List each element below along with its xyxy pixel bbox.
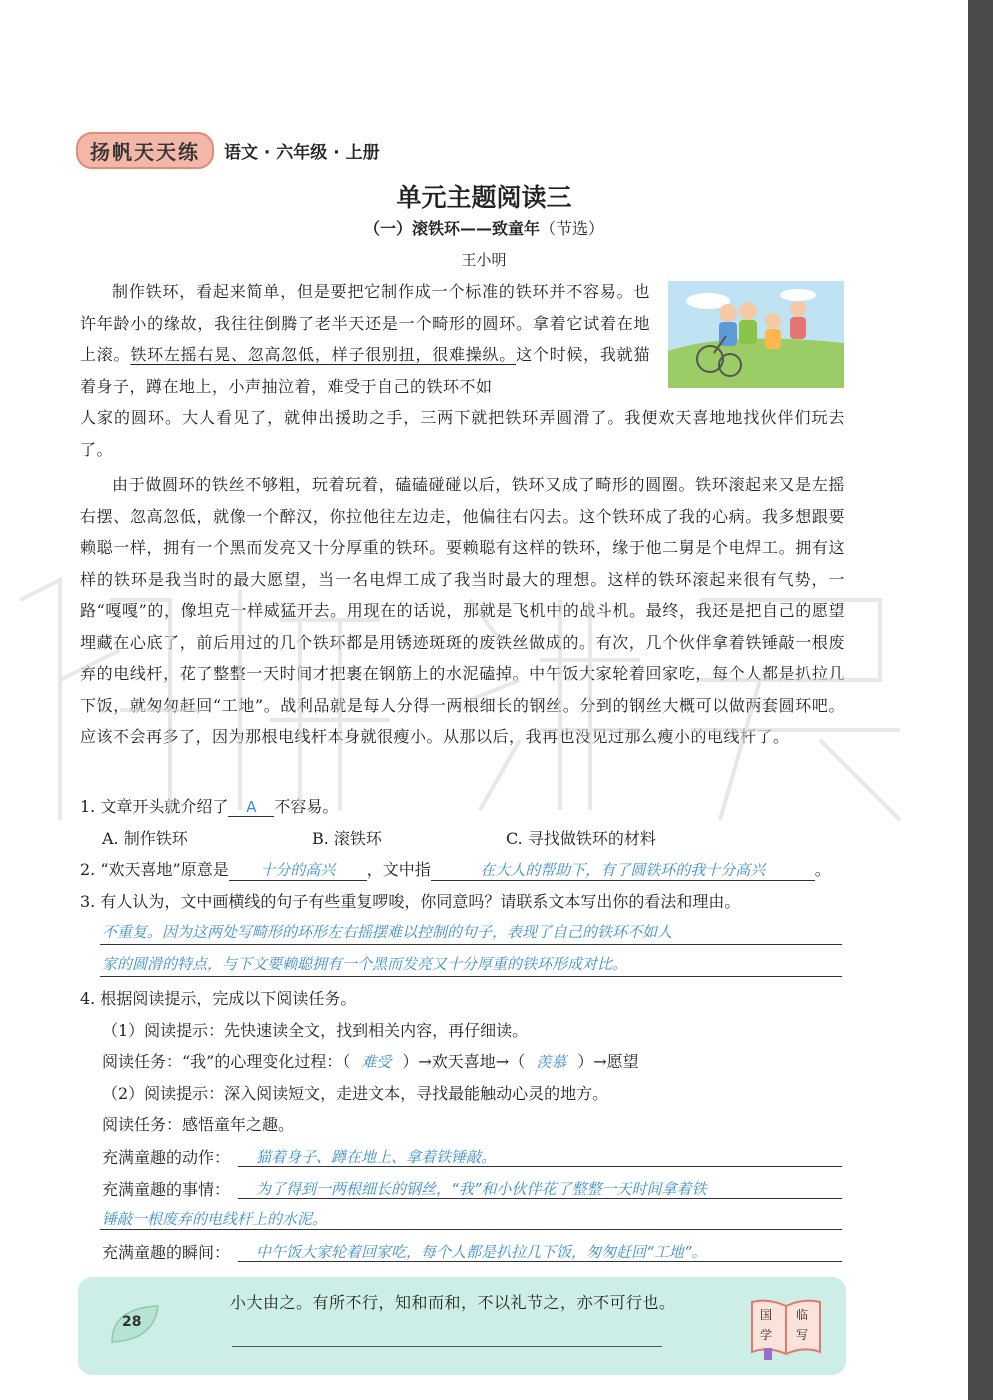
- unit-title: 单元主题阅读三: [396, 183, 572, 212]
- question-2-mid: ，文中指: [366, 860, 431, 879]
- question-4: [80, 986, 356, 1009]
- question-3-rule-1: [100, 944, 842, 945]
- question-2-answer-2: 在大人的帮助下，有了圆铁环的我十分高兴: [431, 859, 815, 881]
- viewer-edge: [968, 0, 993, 1400]
- series-badge: 扬帆天天练: [76, 132, 214, 169]
- task-1-post: ）→愿望: [577, 1052, 639, 1071]
- paragraph-1-mid: 这个时候，我就猫着身子，蹲在地上，小声抽泣着，难受于自己的铁环不如: [80, 345, 650, 396]
- page-header: [76, 132, 380, 169]
- task-1-mid: ）→欢天喜地→（: [402, 1052, 526, 1071]
- moment-answer: 中午饭大家轮着回家吃，每个人都是扒拉几下饭，匆匆赶回“工地”。: [256, 1243, 707, 1261]
- question-2-answer-1: 十分的高兴: [229, 859, 367, 881]
- paragraph-1-rest: 人家的圆环。大人看见了，就伸出援助之手，三两下就把铁环弄圆滑了。我便欢天喜地地找伙伴们玩去了。: [80, 408, 845, 459]
- moment-label: 充满童趣的瞬间：: [102, 1243, 231, 1262]
- question-1-answer: A: [228, 798, 274, 817]
- question-1-option-b: B. 滚铁环: [312, 829, 382, 848]
- passage-title-note: （节选）: [540, 219, 605, 238]
- book-char-1: 国: [760, 1308, 773, 1322]
- question-1-number: 1.: [80, 797, 96, 816]
- paragraph-1-top: 制作铁环，看起来简单，但是要把它制作成一个标准的铁环并不容易。也许年龄小的缘故，我往往倒腾了老半天还是一个畸形的圆环。拿着它试着在地上滚。: [80, 282, 650, 364]
- question-3-text: 有人认为，文中画横线的句子有些重复啰唆，你同意吗？请联系文本写出你的看法和理由。: [100, 892, 741, 911]
- book-icon: [748, 1296, 824, 1360]
- book-char-4: 写: [796, 1328, 809, 1342]
- paragraph-1: [80, 276, 650, 402]
- underlined-sentence: 铁环左摇右晃、忽高忽低，样子很别扭，很难操纵。: [130, 345, 517, 364]
- question-2-post: 。: [814, 860, 831, 879]
- question-3-answer-line-1: 不重复。因为这两处写畸形的环形左右摇摆难以控制的句子，表现了自己的铁环不如人: [102, 923, 673, 941]
- author: 王小明: [461, 251, 507, 269]
- question-3-answer-line-2: 家的圆滑的特点，与下文要赖聪拥有一个黑而发亮又十分厚重的铁环形成对比。: [102, 955, 628, 973]
- event-label: 充满童趣的事情：: [102, 1180, 231, 1199]
- question-1-option-a: A. 制作铁环: [102, 829, 188, 848]
- children-playing-illustration: [668, 281, 844, 388]
- task-1-answer-1: 难受: [361, 1053, 392, 1071]
- event-answer-line-1: 为了得到一两根细长的钢丝，“我”和小伙伴花了整整一天时间拿着铁: [256, 1180, 707, 1198]
- subject-label: 语文 · 六年级 · 上册: [224, 143, 380, 163]
- question-3-rule-2: [100, 976, 842, 977]
- passage-title-main: （一）滚铁环——致童年: [363, 219, 540, 238]
- question-3-number: 3.: [80, 892, 96, 911]
- question-3: [80, 889, 740, 912]
- paragraph-2: 由于做圆环的铁丝不够粗，玩着玩着，磕磕碰碰以后，铁环又成了畸形的圆圈。铁环滚起来又是左摇右摆、忽高忽低，就像一个醉汉，你拉他往左边走，他偏往右闪去。这个铁环成了我的心病。我多想跟要赖聪一样，拥有一个黑而发亮又十分厚重的铁环。要赖聪有这样的铁环，缘于他二舅是个电焊工。拥有这样的铁环是我当时的最大愿望，当一名电焊工成了我当时最大的理想。这样的铁环滚起来很有气势，一路“嘎嘎”的，像坦克一样威猛开去。用现在的话说，那就是飞机中的战斗机。最终，我还是把自己的愿望埋藏在心底了，前后用过的几个铁环都是用锈迹斑斑的废铁丝做成的。有次，几个伙伴拿着铁锤敲一根废弃的电线杆，花了整整一天时间才把裹在钢筋上的水泥磕掉。中午饭大家轮着回家吃，每个人都是扒拉几下饭，就匆匆赶回“工地”。战利品就是每人分得一两根细长的钢丝。分到的钢丝大概可以做两套圆环吧。应该不会再多了，因为那根电线杆本身就很瘦小。从那以后，我再也没见过那么瘦小的电线杆了。: [80, 475, 845, 746]
- action-rule: [238, 1166, 842, 1167]
- question-1: [80, 794, 338, 817]
- passage-title: [0, 216, 968, 239]
- book-char-3: 学: [760, 1328, 773, 1342]
- moment-rule: [238, 1261, 842, 1262]
- question-1-pre: 文章开头就介绍了: [100, 797, 229, 816]
- question-4-number: 4.: [80, 989, 96, 1008]
- event-rule-1: [238, 1198, 842, 1199]
- event-rule-2: [100, 1229, 842, 1230]
- question-2-pre: “欢天喜地”原意是: [100, 860, 229, 879]
- question-4-hint-2: （2）阅读提示：深入阅读短文，走进文本，寻找最能触动心灵的地方。: [102, 1084, 609, 1103]
- task-1-pre: 阅读任务：“我”的心理变化过程：（: [102, 1052, 351, 1071]
- question-4-hint-1: （1）阅读提示：先快速读全文，找到相关内容，再仔细读。: [102, 1021, 529, 1040]
- question-1-post: 不容易。: [274, 797, 339, 816]
- footer-quote: 小大由之。有所不行，知和而和，不以礼节之，亦不可行也。: [230, 1293, 676, 1312]
- event-answer-line-2: 锤敲一根废弃的电线杆上的水泥。: [102, 1210, 328, 1228]
- question-4-task-1: [102, 1049, 639, 1072]
- task-1-answer-2: 羡慕: [536, 1053, 567, 1071]
- question-1-option-c: C. 寻找做铁环的材料: [506, 829, 656, 848]
- question-4-text: 根据阅读提示，完成以下阅读任务。: [100, 989, 357, 1008]
- action-answer: 猫着身子、蹲在地上、拿着铁锤敲。: [256, 1148, 497, 1166]
- copy-writing-line: [232, 1346, 662, 1347]
- question-4-task-2: 阅读任务：感悟童年之趣。: [102, 1115, 295, 1134]
- question-2: [80, 857, 831, 881]
- action-label: 充满童趣的动作：: [102, 1148, 231, 1167]
- page-number: 28: [122, 1314, 142, 1330]
- question-2-number: 2.: [80, 860, 96, 879]
- book-char-2: 临: [796, 1308, 809, 1322]
